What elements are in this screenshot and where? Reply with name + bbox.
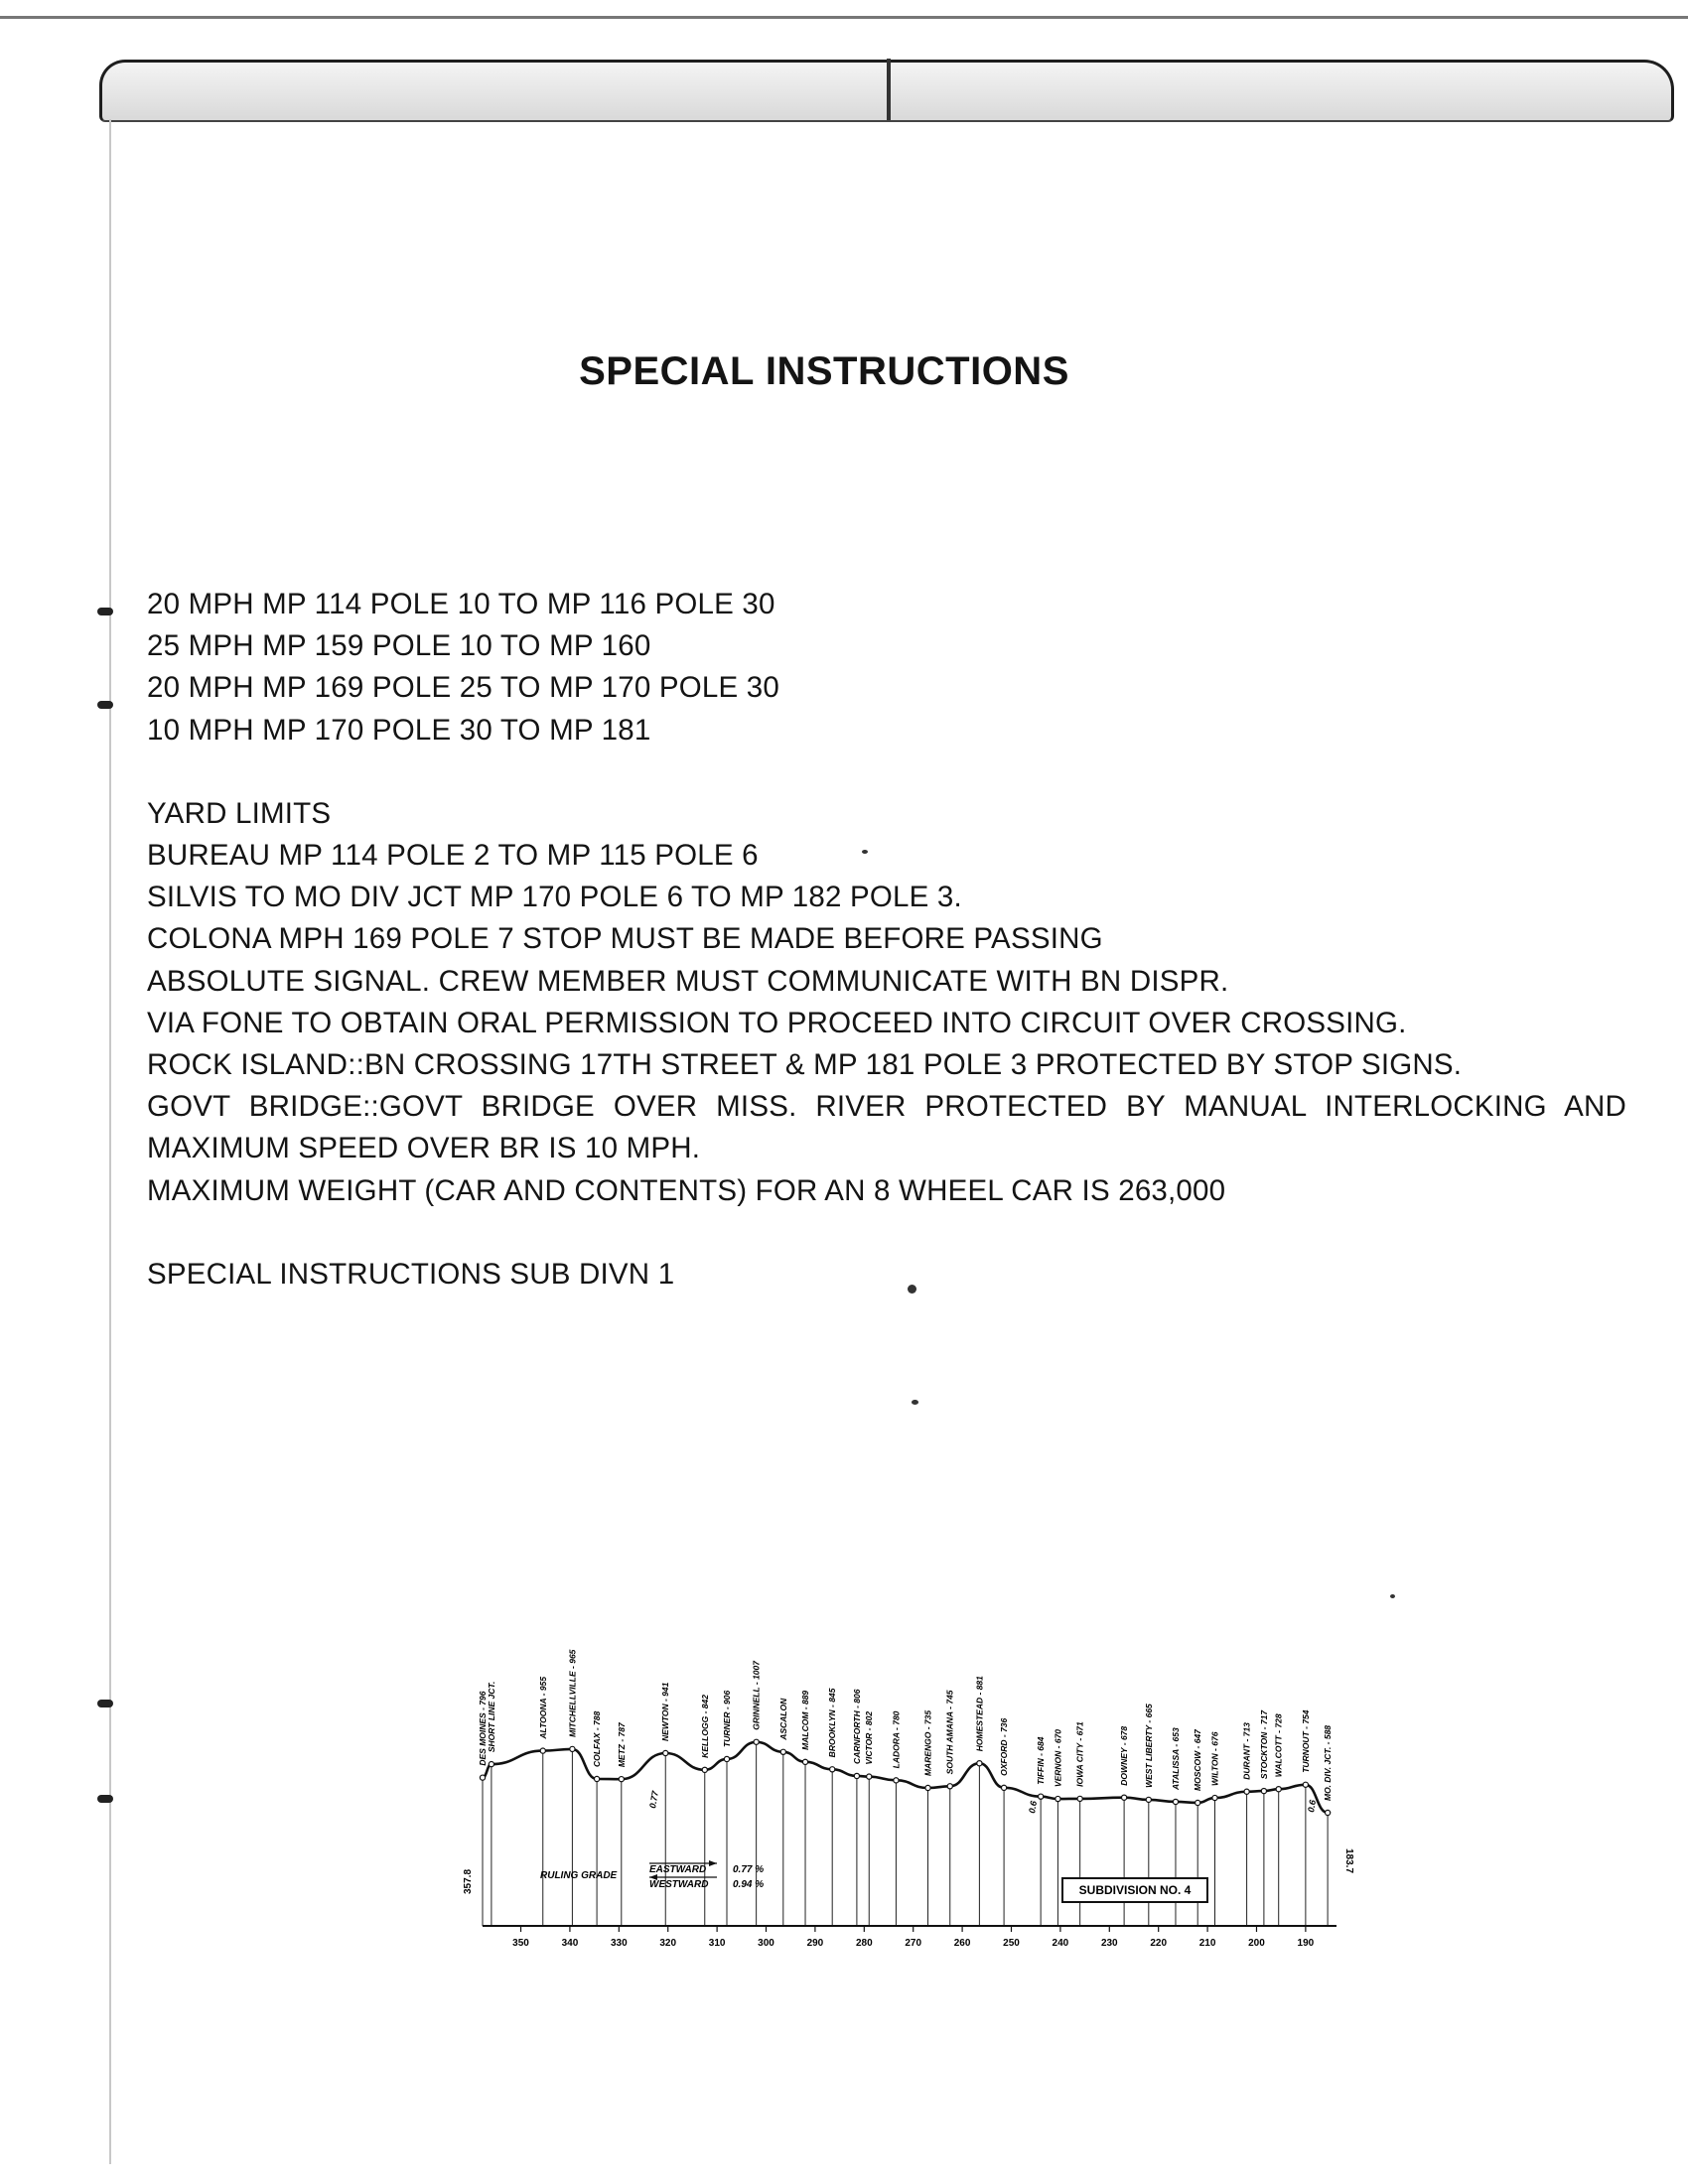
station-dot	[1122, 1795, 1127, 1800]
binder-mark	[97, 608, 113, 615]
station-label: OXFORD - 736	[999, 1717, 1010, 1776]
subdivision-label: SUBDIVISION NO. 4	[1078, 1883, 1192, 1897]
yard-limits-line: MAXIMUM SPEED OVER BR IS 10 MPH.	[147, 1132, 701, 1165]
station-dot	[780, 1749, 785, 1754]
footer-line: SPECIAL INSTRUCTIONS SUB DIVN 1	[147, 1257, 675, 1291]
yard-limits-line: MAXIMUM WEIGHT (CAR AND CONTENTS) FOR AN 8 WHEEL CAR IS 263,000	[147, 1173, 1226, 1207]
station-dot	[540, 1748, 545, 1753]
axis-tick-label: 210	[1198, 1938, 1216, 1949]
station-dot	[480, 1775, 485, 1780]
yard-limits-line: SILVIS TO MO DIV JCT MP 170 POLE 6 TO MP 182 POLE 3.	[147, 881, 962, 914]
yard-limits-line: GOVT BRIDGE::GOVT BRIDGE OVER MISS. RIVER PROTECTED BY MANUAL INTERLOCKING AND	[147, 1090, 1626, 1124]
station-label: COLFAX - 788	[592, 1710, 603, 1767]
station-label: TIFFIN - 684	[1036, 1736, 1047, 1785]
station-dots	[480, 1739, 1330, 1815]
yard-limits-line: BUREAU MP 114 POLE 2 TO MP 115 POLE 6	[147, 839, 759, 873]
station-dot	[1039, 1794, 1044, 1799]
station-dot	[925, 1785, 930, 1790]
station-label: MALCOM - 889	[800, 1690, 811, 1750]
station-dot	[1326, 1810, 1331, 1815]
station-label: MARENGO - 735	[922, 1709, 933, 1777]
station-label: STOCKTON - 717	[1258, 1709, 1269, 1780]
binder-mark	[97, 1795, 113, 1803]
station-label: ALTOONA - 955	[537, 1676, 548, 1739]
station-label: DES MOINES - 796	[478, 1691, 488, 1766]
ruling-grade-label: RULING GRADE	[540, 1870, 618, 1881]
station-label: CARNFORTH - 806	[851, 1689, 862, 1764]
station-dot	[754, 1739, 759, 1744]
right-milepost-label: 183.7	[1343, 1848, 1354, 1874]
yard-limits-line: COLONA MPH 169 POLE 7 STOP MUST BE MADE BEFORE PASSING	[147, 922, 1103, 956]
station-dot	[619, 1777, 624, 1782]
eastward-value: 0.77 %	[733, 1864, 765, 1875]
axis-tick-label: 330	[610, 1938, 628, 1949]
station-label: NEWTON - 941	[660, 1682, 671, 1741]
scan-speck	[1390, 1594, 1395, 1598]
scan-top-rule	[0, 16, 1688, 19]
station-label: IOWA CITY - 671	[1074, 1721, 1085, 1787]
speed-restriction-line: 20 MPH MP 169 POLE 25 TO MP 170 POLE 30	[147, 671, 779, 705]
station-dot	[894, 1778, 899, 1783]
station-dot	[1173, 1799, 1178, 1804]
station-label: HOMESTEAD - 881	[974, 1676, 985, 1752]
scan-speck	[912, 1400, 918, 1405]
station-label: MOSCOW - 647	[1193, 1729, 1203, 1791]
station-label: GRINNELL - 1007	[751, 1661, 762, 1730]
speed-restriction-line: 10 MPH MP 170 POLE 30 TO MP 181	[147, 713, 651, 747]
station-label: VICTOR - 802	[864, 1710, 875, 1765]
yard-limits-line: ABSOLUTE SIGNAL. CREW MEMBER MUST COMMUNICATE WITH BN DISPR.	[147, 964, 1229, 998]
station-dot	[663, 1750, 668, 1755]
track-profile-diagram	[463, 1578, 1360, 1956]
westward-value: 0.94 %	[733, 1879, 765, 1890]
axis-tick-label: 350	[512, 1938, 529, 1949]
station-dot	[1146, 1797, 1151, 1802]
station-label: BROOKLYN - 845	[827, 1688, 838, 1758]
station-dot	[702, 1767, 707, 1772]
station-dot	[570, 1746, 575, 1751]
station-dot	[1276, 1787, 1281, 1792]
station-label: DURANT - 713	[1241, 1722, 1252, 1780]
station-dot	[867, 1774, 872, 1779]
axis-tick-label: 190	[1297, 1938, 1315, 1949]
station-label: ATALISSA - 653	[1170, 1727, 1181, 1790]
station-label: TURNER - 906	[721, 1690, 732, 1747]
station-label: LADORA - 780	[891, 1710, 902, 1769]
station-dot	[1196, 1800, 1200, 1805]
binder-mark	[97, 1700, 113, 1707]
axis-tick-label: 270	[905, 1938, 922, 1949]
axis-ticks	[512, 1926, 1314, 1949]
scan-folder-tab	[99, 60, 1674, 122]
yard-limits-line: VIA FONE TO OBTAIN ORAL PERMISSION TO PROCEED INTO CIRCUIT OVER CROSSING.	[147, 1006, 1407, 1039]
station-label: MO. DIV. JCT. - 588	[1323, 1724, 1334, 1801]
axis-tick-label: 230	[1100, 1938, 1118, 1949]
station-dot	[594, 1776, 599, 1781]
station-label: DOWNEY - 678	[1119, 1725, 1130, 1786]
axis-tick-label: 290	[806, 1938, 824, 1949]
station-label: WILTON - 676	[1209, 1731, 1220, 1787]
axis-tick-label: 340	[561, 1938, 579, 1949]
station-dot	[1055, 1796, 1060, 1801]
axis-tick-label: 300	[758, 1938, 774, 1949]
axis-tick-label: 280	[855, 1938, 873, 1949]
axis-tick-label: 320	[659, 1938, 677, 1949]
scan-margin-line	[109, 119, 111, 2164]
eastward-label: EASTWARD	[649, 1864, 707, 1875]
station-dot	[947, 1784, 952, 1789]
page-title: SPECIAL INSTRUCTIONS	[579, 349, 1069, 393]
station-label: KELLOGG - 842	[699, 1695, 710, 1758]
station-label: ASCALON	[777, 1698, 788, 1740]
station-dot	[802, 1759, 807, 1764]
station-label: SOUTH AMANA - 745	[944, 1690, 955, 1775]
station-dot	[1077, 1796, 1082, 1801]
station-label: WALCOTT - 728	[1273, 1713, 1284, 1778]
station-dot	[489, 1762, 493, 1767]
axis-tick-label: 310	[708, 1938, 726, 1949]
station-dot	[854, 1773, 859, 1778]
axis-tick-label: 240	[1052, 1938, 1069, 1949]
binder-mark	[97, 701, 113, 709]
speed-restriction-line: 20 MPH MP 114 POLE 10 TO MP 116 POLE 30	[147, 588, 775, 620]
station-label: MITCHELLVILLE - 965	[567, 1649, 578, 1737]
grade-label: 0.6	[1027, 1800, 1040, 1815]
station-label: METZ - 787	[616, 1722, 627, 1768]
westward-label: WESTWARD	[649, 1879, 709, 1890]
station-label: TURNOUT - 754	[1300, 1709, 1311, 1773]
yard-limits-line: ROCK ISLAND::BN CROSSING 17TH STREET & MP 181 POLE 3 PROTECTED BY STOP SIGNS.	[147, 1048, 1463, 1082]
station-label: SHORT LINE JCT.	[486, 1681, 496, 1753]
speed-restriction-line: 25 MPH MP 159 POLE 10 TO MP 160	[147, 629, 651, 663]
station-dot	[830, 1767, 835, 1772]
station-label: WEST LIBERTY - 665	[1143, 1704, 1154, 1788]
station-dot	[1261, 1788, 1266, 1793]
instruction-text-block	[147, 584, 1636, 1296]
axis-tick-label: 220	[1150, 1938, 1168, 1949]
grade-label: 0.77	[647, 1790, 661, 1810]
station-label: VERNON - 670	[1053, 1728, 1063, 1788]
station-dot	[1212, 1795, 1217, 1800]
yard-limits-heading: YARD LIMITS	[147, 796, 332, 830]
station-dot	[977, 1761, 982, 1766]
axis-tick-label: 260	[953, 1938, 971, 1949]
grade-label: 0.6	[1306, 1799, 1319, 1814]
left-milepost-label: 357.8	[463, 1868, 474, 1894]
station-dot	[1244, 1789, 1249, 1794]
axis-tick-label: 250	[1003, 1938, 1020, 1949]
station-dot	[1303, 1782, 1308, 1787]
station-dot	[724, 1756, 729, 1761]
axis-tick-label: 200	[1248, 1938, 1265, 1949]
station-dot	[1001, 1785, 1006, 1790]
